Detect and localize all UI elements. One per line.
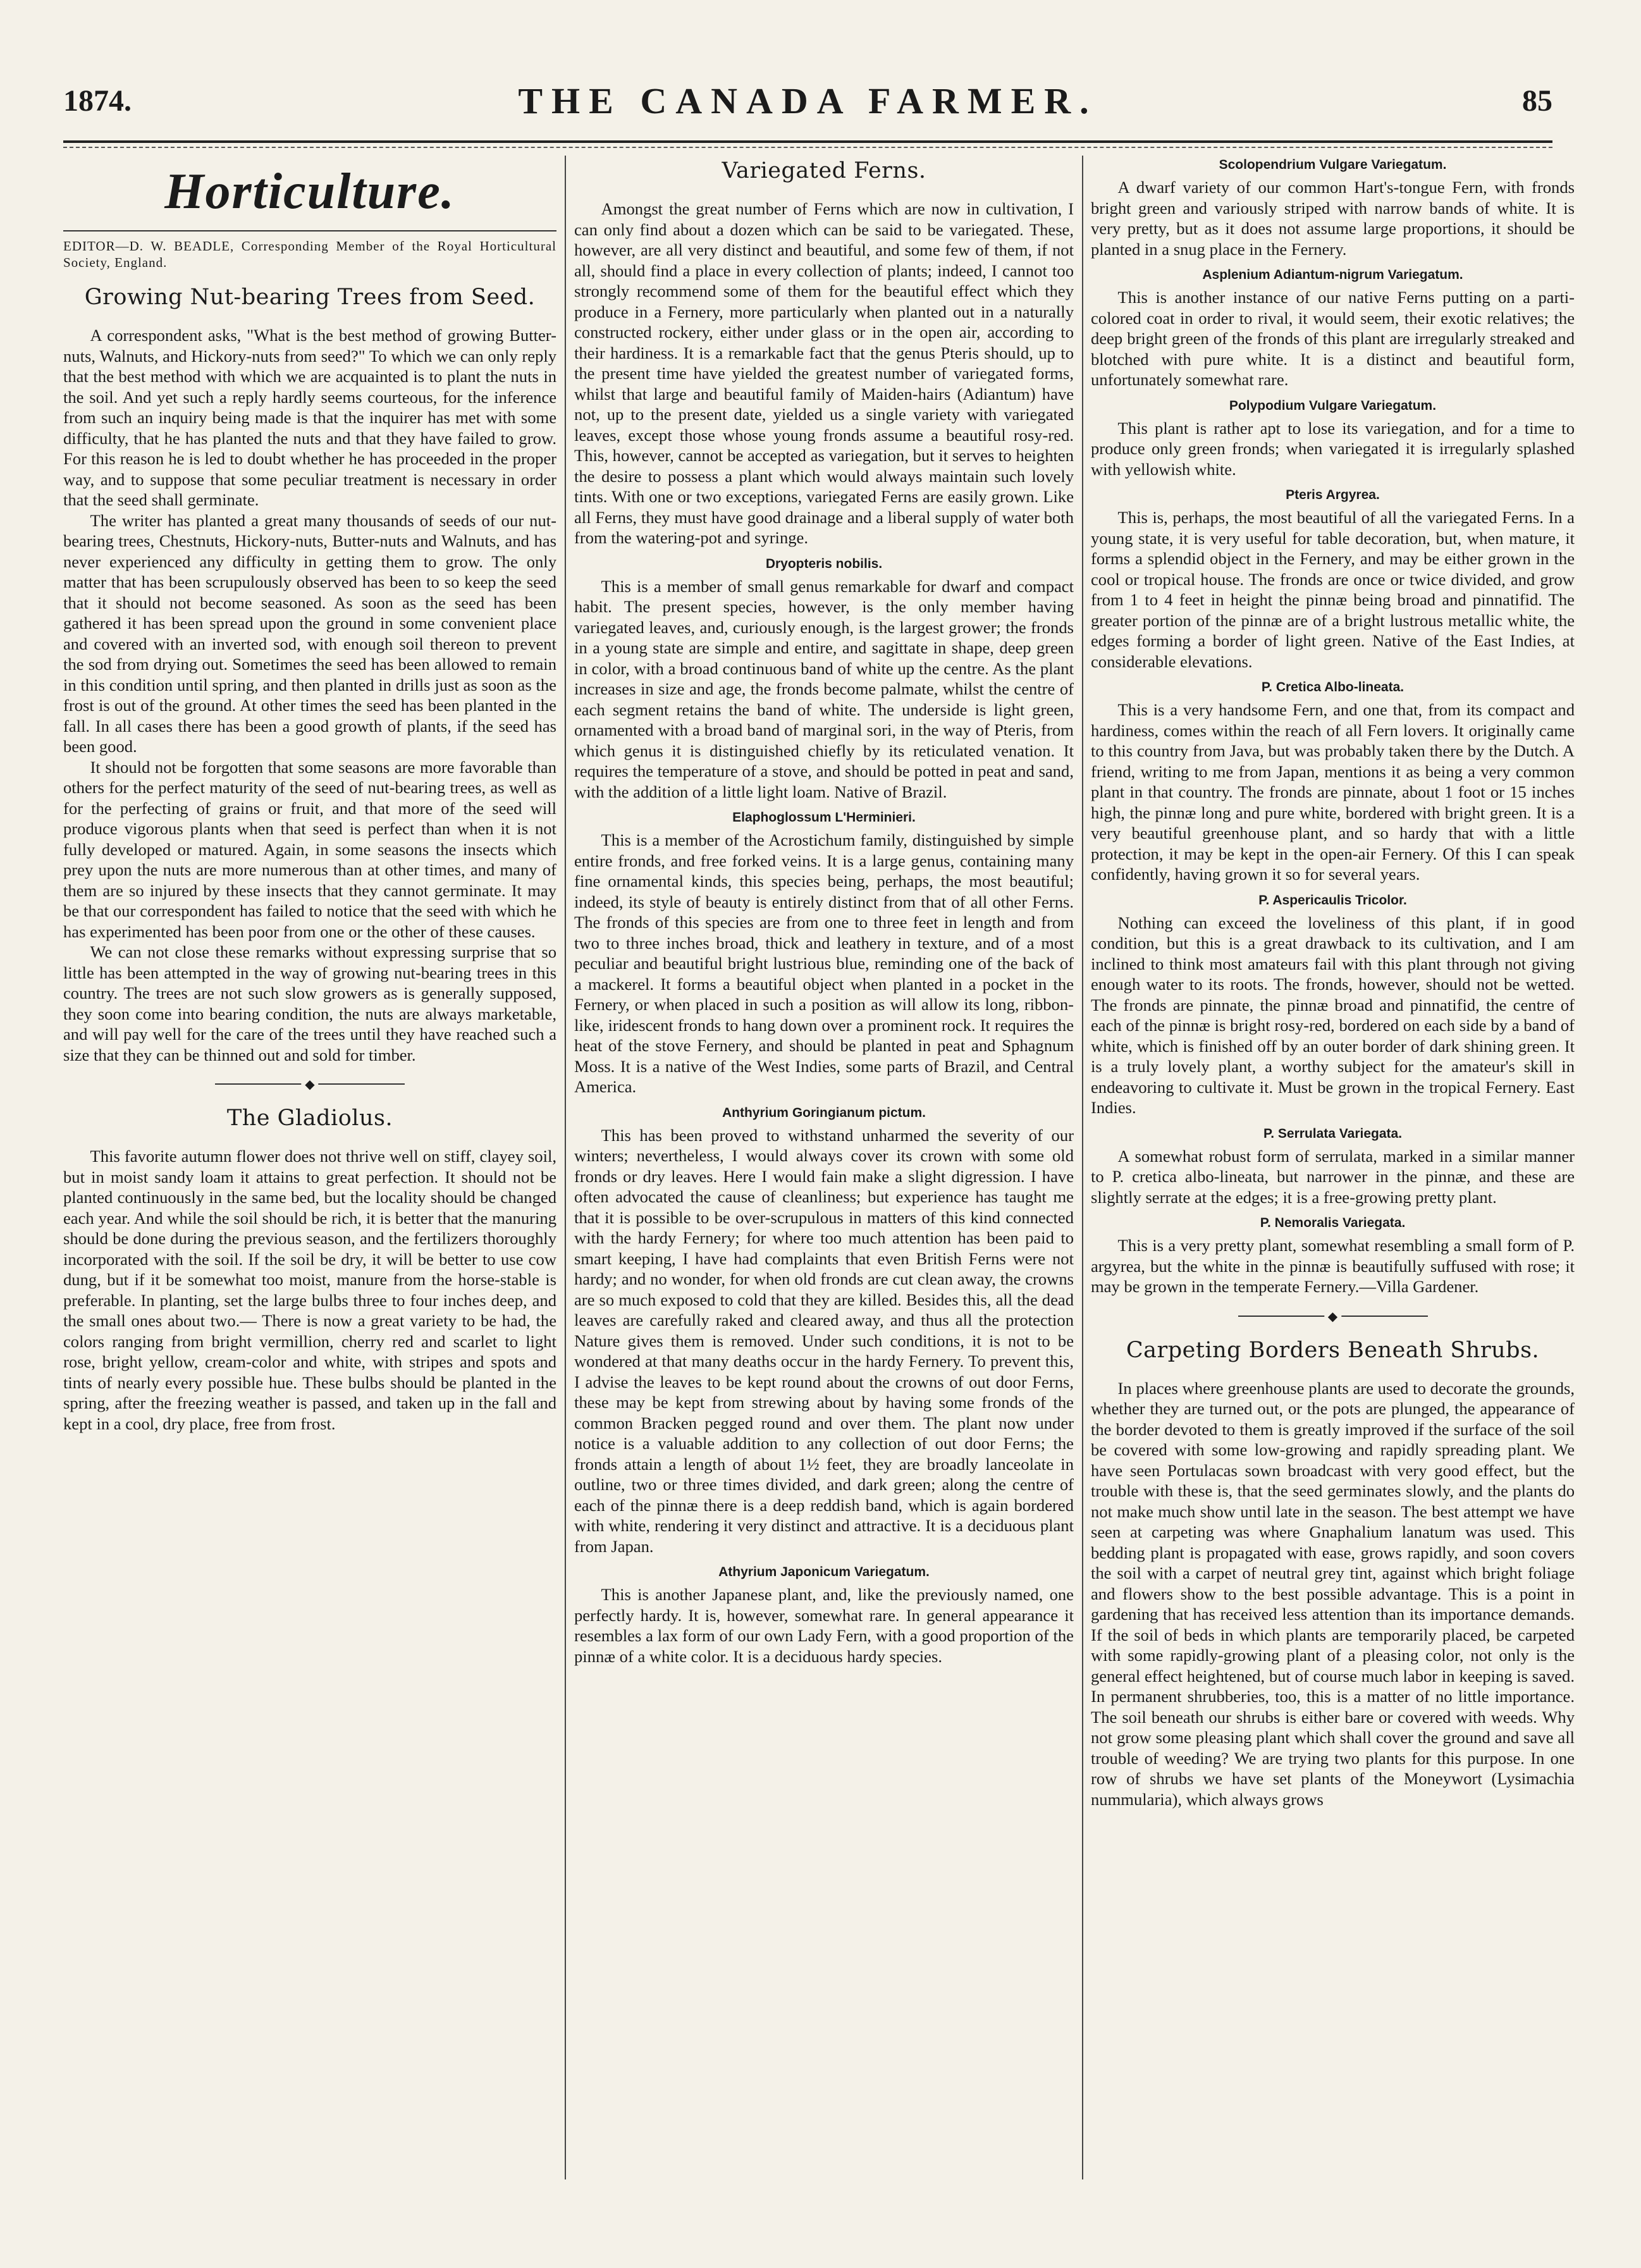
fern-subheading: P. Nemoralis Variegata. xyxy=(1260,1216,1406,1230)
paragraph: This is, perhaps, the most beautiful of all the variegated Ferns. In a young state, it is very useful for table decoration, but, when mature, it forms a splendid object in the Fernery, and may be either grown in the cool or tropical house. The fronds are once or twice divided, and grow from 1 to 4 feet in height the pinnæ being broad and pinnatifid. The greater portion of the pinnæ are of a bright lustrous metallic white, the edges forming a border of light green. Native of the East Indies, at considerable elevations. xyxy=(1091,508,1575,671)
paragraph: This is another instance of our native Ferns putting on a parti-colored coat in order to rival, it would seem, their exotic relatives; the deep bright green of the fronds of this plant are irregularly streaked and blotched with pure white. It is a distinct and beautiful form, unfortunately somewhat rare. xyxy=(1091,288,1575,389)
fern-subheading: P. Aspericaulis Tricolor. xyxy=(1258,892,1407,908)
newspaper-title: THE CANADA FARMER. xyxy=(518,80,1098,121)
paragraph: This favorite autumn flower does not thrive well on stiff, clayey soil, but in moist sandy loam it attains to great perfection. It should not be planted continuously in the same bed, but the locality should be changed each year. And while the soil should be rich, it is better that the manuring should be done during the previous season, and the fertilizers thoroughly incorporated with the soil. If the soil be dry, it will be better to use cow dung, but if it be somewhat too moist, manure from the horse-stable is preferable. In planting, set the large bulbs three to four inches deep, and the small ones about two.— There is now a great variety to be had, the colors ranging from bright vermillion, cherry red and scarlet to light rose, bright yellow, cream-color and white, with stripes and spots and tints of nearly every possible hue. These bulbs should be planted in the spring, after the freezing weather is passed, and taken up in the fall and kept in a cool, dry place, free from frost. xyxy=(63,1147,556,1433)
paragraph: A correspondent asks, "What is the best method of growing Butter-nuts, Walnuts, and Hickory-nuts from seed?" To which we can only reply that the best method with which we are acquainted is to plant the nuts in the soil. And yet such a reply hardly seems courteous, for the inference from such an inquiry being made is that the inquirer has met with some difficulty, that he has planted the nuts and that they have failed to grow. For this reason he is led to doubt whether he has proceeded in the proper way, and to suppose that some peculiar treatment is necessary in order that the seed shall germinate. xyxy=(63,326,556,509)
editor-line: EDITOR—D. W. BEADLE, Corresponding Member of the Royal Horticultural Society, England. xyxy=(63,230,556,271)
page-number: 85 xyxy=(1522,84,1552,118)
paragraph: A somewhat robust form of serrulata, marked in a similar manner to P. cretica albo-lineata, but narrower in the pinnæ, and these are slightly serrate at the edges; it is a free-growing pretty plant. xyxy=(1091,1146,1575,1207)
paragraph: A dwarf variety of our common Hart's-tongue Fern, with fronds bright green and variously striped with narrow bands of white. It is very pretty, but as it does not assume large proportions, it should be planted in a snug place in the Fernery. xyxy=(1091,178,1575,259)
paragraph: This is a very pretty plant, somewhat resembling a small form of P. argyrea, but the white in the pinnæ is beautifully suffused with rose; it may be grown in the temperate Fernery.—Villa Gardener. xyxy=(1091,1236,1575,1296)
issue-year: 1874. xyxy=(63,84,132,118)
masthead-rule xyxy=(63,140,1552,143)
column-3 xyxy=(1091,156,1575,2211)
paragraph: This is a member of small genus remarkable for dwarf and compact habit. The present species, however, is the only member having variegated leaves, and, curiously enough, is the largest grower; the fronds in a young state are simple and entire, and sagittate in shape, deep green in color, with a broad continuous band of white up the centre. As the plant increases in size and age, the fronds become palmate, whilst the centre of each segment retains the band of white. The underside is light green, ornamented with a broad band of marginal sori, in the way of Pteris, from which genus it is distinguished chiefly by its reticulated venation. It requires the temperature of a stove, and should be potted in peat and sand, with the addition of a little light loam. Native of Brazil. xyxy=(574,576,1074,801)
fern-subheading: Athyrium Japonicum Variegatum. xyxy=(718,1565,930,1579)
column-1 xyxy=(63,156,556,2211)
department-heading: Horticulture. xyxy=(164,164,455,219)
paragraph: It should not be forgotten that some seasons are more favorable than others for the perfect maturity of the seed of nut-bearing trees, as well as for the perfecting of grains or fruit, and that more of the seed will produce vigorous plants when that seed is perfect than when it is not fully developed or matured. Again, in some seasons the insects which prey upon the nuts are more numerous than at other times, and many of them are so injured by these insects that they cannot germinate. It may be that our correspondent has failed to notice that the seed with which he has experimented has been poor from one or the other of these causes. xyxy=(63,757,556,941)
paragraph: In places where greenhouse plants are used to decorate the grounds, whether they are turned out, or the pots are plunged, the appearance of the border devoted to them is greatly improved if the surface of the soil be covered with some low-growing and rapidly spreading plant. We have seen Portulacas sown broadcast with very good effect, but the trouble with these is, that the seed germinates slowly, and the plants do not make much show until late in the season. The best attempt we have seen at carpeting was where Gnaphalium lanatum was used. This bedding plant is propagated with ease, grows rapidly, and soon covers the soil with a carpet of neutral grey tint, against which bright foliage and flowers show to the best possible advantage. This is a point in gardening that has received less attention than its importance demands. If the soil of beds in which plants are temporarily placed, be carpeted with some rapidly-growing plant of a pleasing color, not only is the general effect heightened, but of course much labor in keeping is saved. In permanent shrubberies, too, this is a matter of no little importance. The soil beneath our shrubs is either bare or covered with weeds. Why not grow some pleasing plant which shall cover the ground and save all trouble of weeding? We are trying two plants for this purpose. In one row of shrubs we have set plants of the Moneywort (Lysimachia nummularia), which always grows xyxy=(1091,1378,1575,1809)
fern-subheading: P. Serrulata Variegata. xyxy=(1263,1126,1403,1141)
fern-subheading: Polypodium Vulgare Variegatum. xyxy=(1229,398,1437,413)
fern-subheading: Dryopteris nobilis. xyxy=(765,556,883,571)
paragraph: This is another Japanese plant, and, like the previously named, one perfectly hardy. It is, however, somewhat rare. In general appearance it resembles a lax form of our own Lady Fern, with a good proportion of the pinnæ of a white color. It is a deciduous hardy species. xyxy=(574,1585,1074,1666)
paragraph: This plant is rather apt to lose its variegation, and for a time to produce only green fronds; when variegated it is irregularly splashed with yellowish white. xyxy=(1091,418,1575,479)
article-title-carpeting: Carpeting Borders Beneath Shrubs. xyxy=(1126,1337,1540,1363)
paragraph: Amongst the great number of Ferns which are now in cultivation, I can only find about a dozen which can be said to be variegated. These, however, are all very distinct and beautiful, and some few of them, if not all, should find a place in every collection of plants; indeed, I cannot too strongly recommend some of them for the beautiful effect which they produce in a Fernery, more particularly when planted out in a naturally constructed rockery, either under glass or in the open air, according to their hardiness. It is a remarkable fact that the genus Pteris should, up to the present time have yielded the greatest number of variegated forms, whilst that large and beautiful family of Maiden-hairs (Adiantum) have not, up to the present date, yielded us a single variety with variegated leaves, except those whose young fronds assume a beautiful rosy-red. This, however, cannot be accepted as variegation, but it serves to heighten the desire to possess a plant which would always maintain such lovely tints. With one or two exceptions, variegated Ferns are easily grown. Like all Ferns, they must have good drainage and a liberal supply of water both from the watering-pot and syringe. xyxy=(574,199,1074,547)
paragraph: This is a member of the Acrostichum family, distinguished by simple entire fronds, and free forked veins. It is a large genus, containing many fine ornamental kinds, this species being, perhaps, the most beautiful; indeed, its style of beauty is entirely distinct from that of all other Ferns. The fronds of this species are from one to three feet in length and from two to three inches broad, thick and leathery in texture, and of a most peculiar and beautiful bright lustrious blue, reminding one of the back of a mackerel. It forms a beautiful object when planted in a pocket in the Fernery, or when placed in such a position as will allow its long, ribbon-like, iridescent fronds to hang down over a prominent rock. It requires the heat of the stove Fernery, and should be planted in peat and Sphagnum Moss. It is a native of the West Indies, some parts of Brazil, and Central America. xyxy=(574,830,1074,1096)
paragraph: The writer has planted a great many thousands of seeds of our nut-bearing trees, Chestnuts, Hickory-nuts, Butter-nuts and Walnuts, and has never experienced any difficulty in getting them to grow. The only matter that has been scrupulously observed has been to so keep the seed that it should not become seasoned. As soon as the seed has been gathered it has been spread upon the ground in some convenient place and covered with an inverted sod, with enough soil thereon to prevent the sod from drying out. Sometimes the seed has been allowed to remain in this condition until spring, and then planted in drills just as soon as the frost is out of the ground. At other times the seed has been planted in the fall. In all cases there has been a good growth of plants, if the seed has been good. xyxy=(63,510,556,756)
column-divider xyxy=(565,156,566,2179)
article-title-nut-trees: Growing Nut-bearing Trees from Seed. xyxy=(84,285,536,310)
column-divider xyxy=(1082,156,1083,2179)
paragraph: Nothing can exceed the loveliness of this plant, if in good condition, but this is a great drawback to its cultivation, and I am inclined to think most amateurs fail with this plant through not giving enough water to its roots. The fronds, however, should not be wetted. The fronds are pinnate, the pinnæ broad and pinnatifid, the centre of each of the pinnæ is bright rosy-red, bordered on each side by a band of white, which is finished off by an outer border of dark shining green. It is a truly lovely plant, a worthy subject for the amateur's skill in endeavoring to cultivate it. Must be grown in the tropical Fernery. East Indies. xyxy=(1091,913,1575,1117)
fern-subheading: Scolopendrium Vulgare Variegatum. xyxy=(1219,157,1447,172)
fern-subheading: Pteris Argyrea. xyxy=(1286,488,1380,502)
fern-subheading: Elaphoglossum L'Herminieri. xyxy=(732,810,916,825)
masthead xyxy=(63,75,1552,144)
article-title-gladiolus: The Gladiolus. xyxy=(226,1106,393,1131)
article-title-ferns: Variegated Ferns. xyxy=(722,158,926,183)
fern-subheading: Anthyrium Goringianum pictum. xyxy=(722,1105,926,1120)
paragraph: This is a very handsome Fern, and one that, from its compact and hardiness, comes within the reach of all Fern lovers. It originally came to this country from Java, but was probably taken there by the Dutch. A friend, writing to me from Japan, mentions it as being a very common plant in that country. The fronds are pinnate, about 1 foot or 15 inches high, the pinnæ long and pure white, bordered with bright green. It is a very beautiful greenhouse plant, and so hardy that with a little protection, it may be kept in the open-air Fernery. Of this I can speak confidently, having grown it so for several years. xyxy=(1091,700,1575,884)
fern-subheading: P. Cretica Albo-lineata. xyxy=(1261,680,1404,694)
paragraph: This has been proved to withstand unharmed the severity of our winters; nevertheless, I would always cover its crown with some old fronds or dry leaves. Here I would fain make a slight digression. I have often advocated the cause of cleanliness; but experience has taught me that it is possible to be over-scrupulous in matters of this kind connected with the hardy Fernery; for where too much attention has been paid to smart keeping, I have had complaints that even British Ferns were not hardy; and no wonder, for when old fronds are cut clean away, the crowns are so much exposed to cold that they are killed. Besides this, all the dead leaves are carefully raked and cleared away, and thus all the protection Nature gives them is removed. Under such conditions, it is not to be wondered at that many deaths occur in the hardy Fernery. To prevent this, I advise the leaves to be kept round about the crowns of out door Ferns, these may be kept from strewing about by having some fronds of the common Bracken pegged round and over them. The plant now under notice is a valuable addition to any collection of out door Ferns; the fronds attain a length of about 1½ feet, they are broadly lanceolate in outline, two or three times divided, and dark green; along the centre of each of the pinnæ there is a deep reddish band, which is again bordered with white, rendering it very distinct and attractive. It is a deciduous plant from Japan. xyxy=(574,1125,1074,1556)
masthead-dashed-rule xyxy=(63,147,1552,148)
column-2 xyxy=(574,156,1074,2211)
paragraph: We can not close these remarks without expressing surprise that so little has been attempted in the way of growing nut-bearing trees in this country. The trees are not such slow growers as is generally supposed, they soon come into bearing condition, the nuts are always marketable, and will pay well for the care of the trees until they have reached such a size that they can be thinned out and sold for timber. xyxy=(63,942,556,1064)
section-ornament xyxy=(1238,1309,1428,1324)
fern-subheading: Asplenium Adiantum-nigrum Variegatum. xyxy=(1202,268,1463,282)
section-ornament xyxy=(215,1076,405,1092)
